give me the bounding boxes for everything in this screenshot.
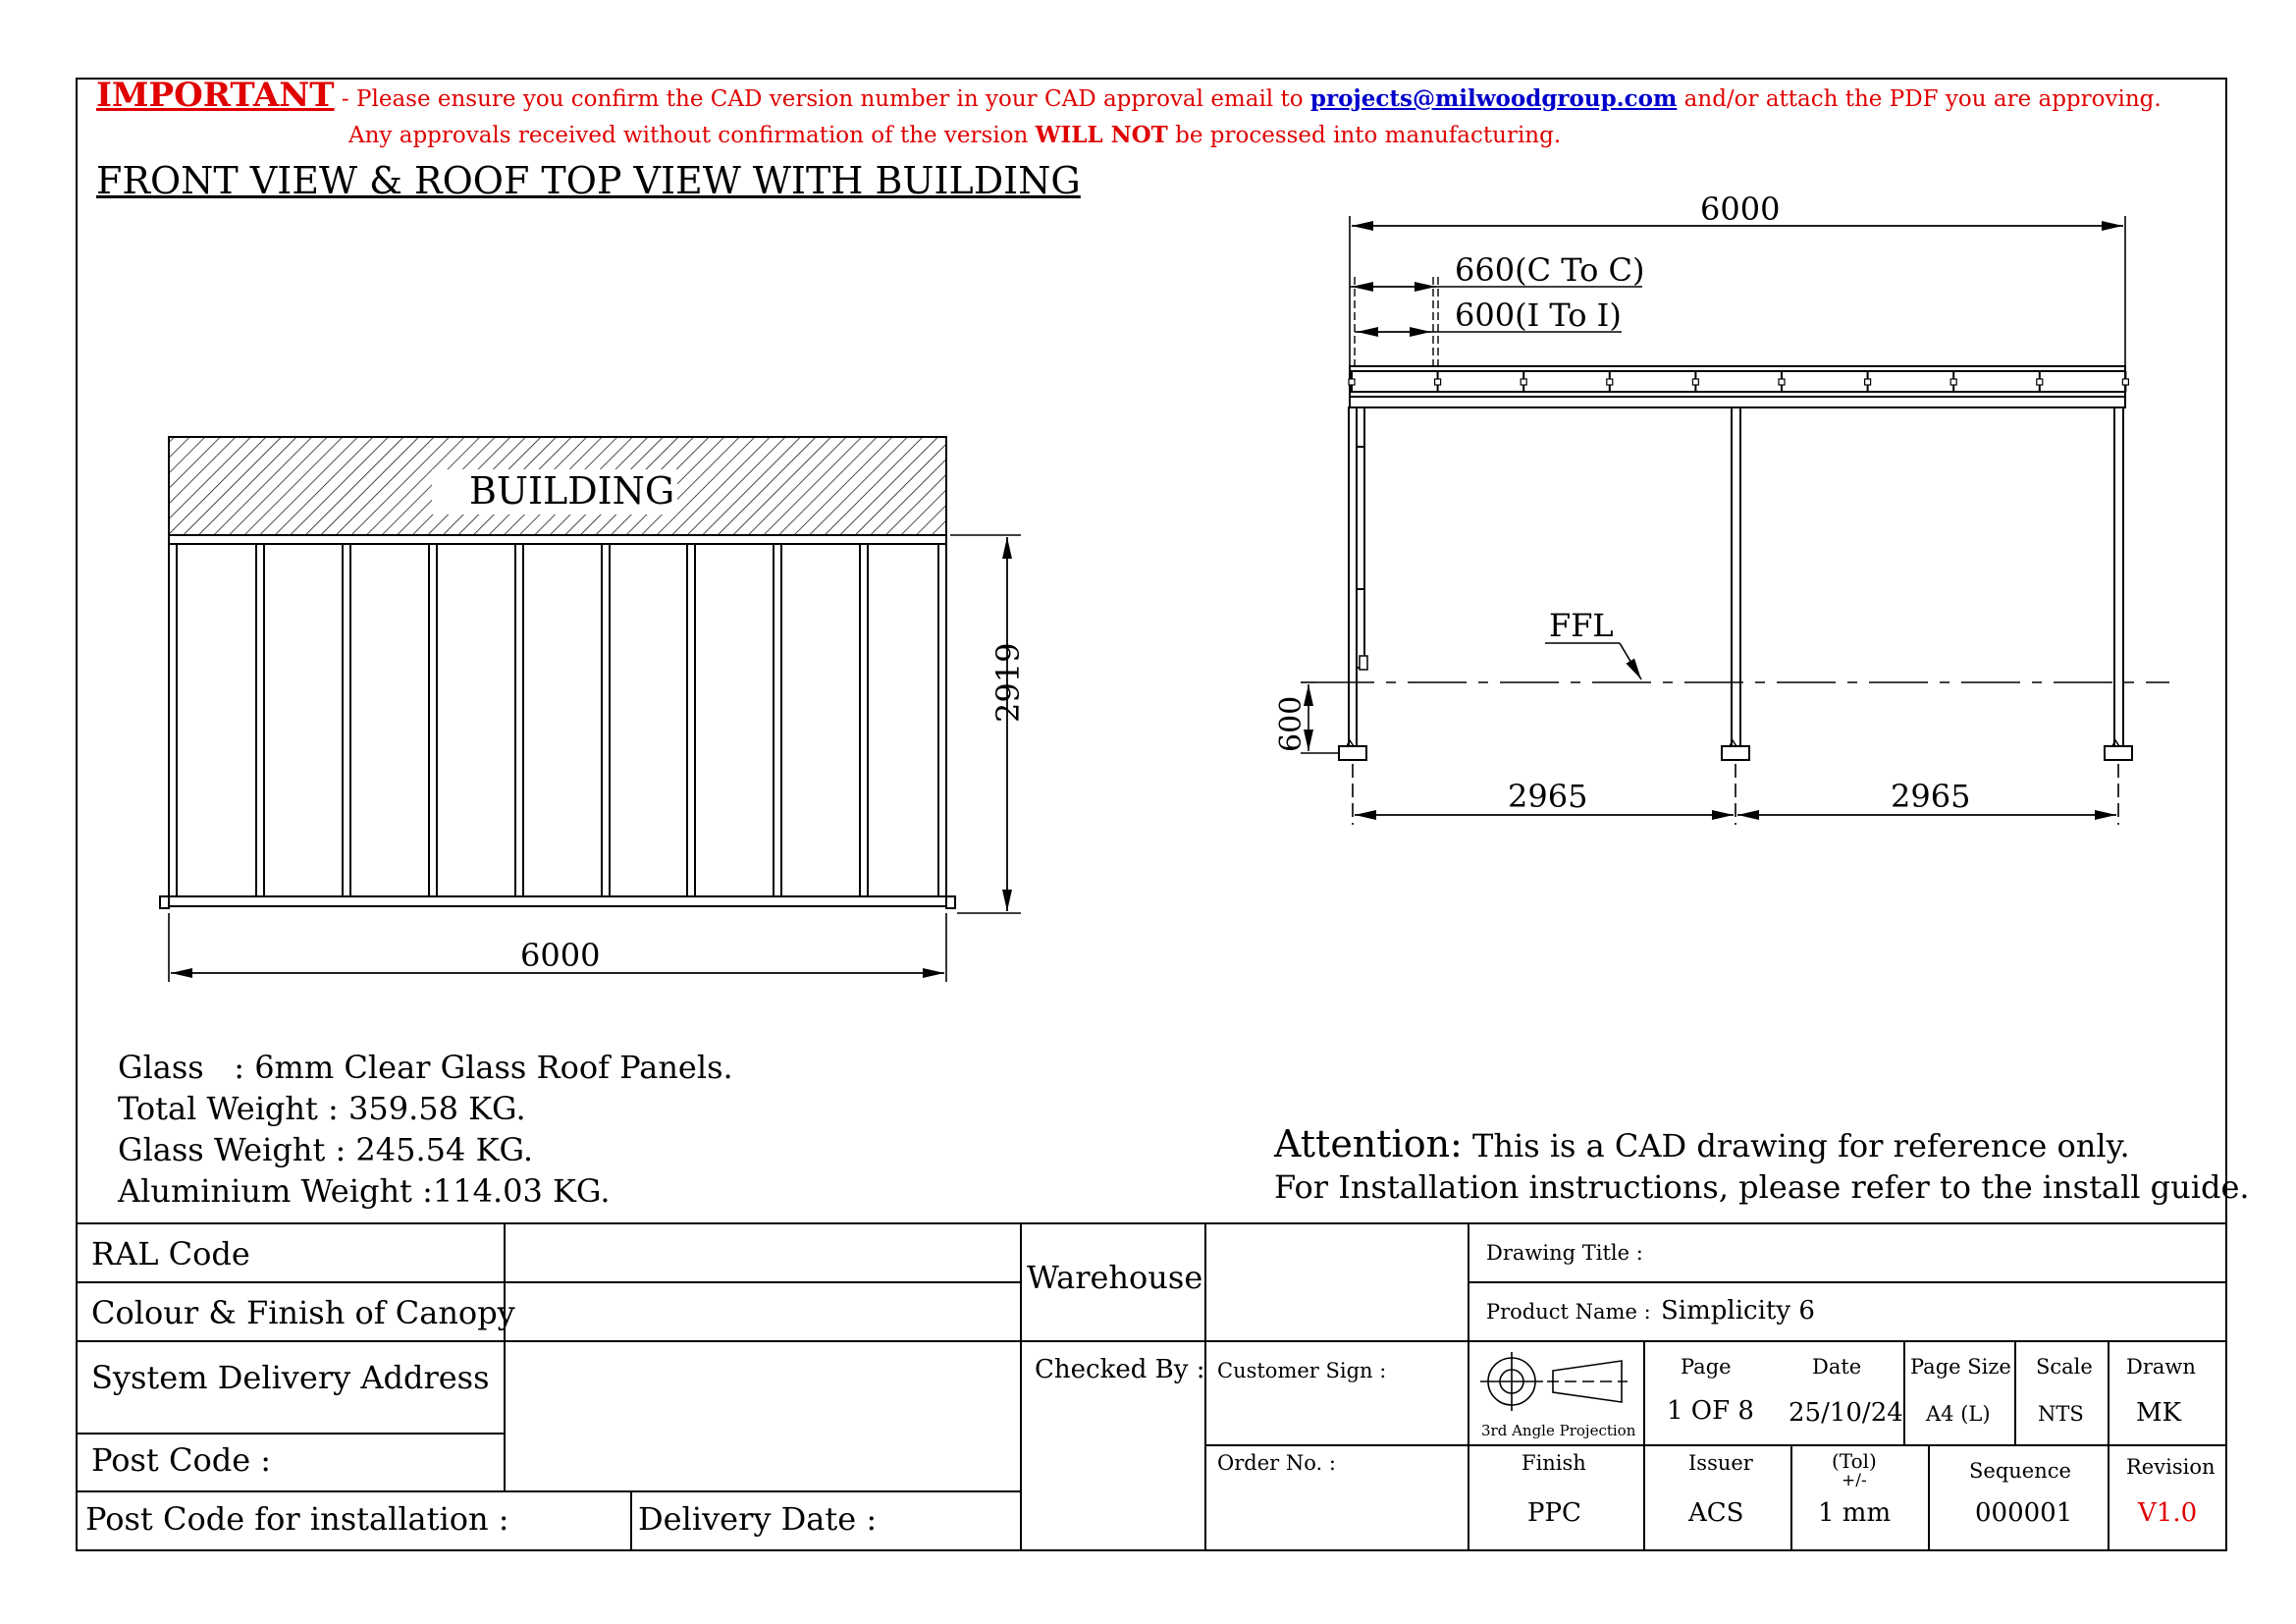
spec-aluminium-weight: Aluminium Weight :114.03 KG. bbox=[118, 1172, 611, 1210]
side-view bbox=[1301, 216, 2169, 825]
glazing-bar-cap-8 bbox=[1950, 379, 1956, 385]
revision-value: V1.0 bbox=[2138, 1498, 2198, 1528]
post-middle bbox=[1732, 407, 1740, 746]
projection-label: 3rd Angle Projection bbox=[1481, 1422, 1636, 1439]
attention-line2: For Installation instructions, please refer to the install guide. bbox=[1274, 1168, 2250, 1206]
front-view bbox=[160, 437, 1021, 982]
post-wall-side bbox=[1349, 407, 1357, 746]
rafter-7 bbox=[687, 544, 695, 896]
approval-notice bbox=[96, 76, 2162, 116]
dim-height-label: 2919 bbox=[989, 642, 1027, 723]
rafter-5 bbox=[515, 544, 523, 896]
ffl-label: FFL bbox=[1549, 607, 1614, 644]
rafter-10 bbox=[938, 544, 946, 896]
delivery-date-label: Delivery Date : bbox=[638, 1500, 878, 1538]
scale-label: Scale bbox=[2036, 1355, 2093, 1379]
dim-width-label: 6000 bbox=[520, 937, 601, 974]
notice-line1-tail: and/or attach the PDF you are approving. bbox=[1683, 86, 2162, 112]
scale-value: NTS bbox=[2038, 1402, 2084, 1426]
tol-sign: +/- bbox=[1842, 1471, 1867, 1490]
glazing-bar-cap-3 bbox=[1521, 379, 1526, 385]
glazing-bar-cap-10 bbox=[2122, 379, 2128, 385]
rafter-1 bbox=[169, 544, 177, 896]
drawn-value: MK bbox=[2136, 1398, 2182, 1428]
dim-overall-label: 6000 bbox=[1700, 190, 1781, 228]
notice-dash: - bbox=[341, 86, 349, 112]
drawn-label: Drawn bbox=[2126, 1355, 2196, 1379]
glazing-bar-cap-2 bbox=[1435, 379, 1441, 385]
dim-span-left-label: 2965 bbox=[1508, 778, 1588, 815]
colour-finish-label: Colour & Finish of Canopy bbox=[91, 1294, 515, 1331]
spec-glass: Glass : 6mm Clear Glass Roof Panels. bbox=[118, 1049, 733, 1086]
view-title: FRONT VIEW & ROOF TOP VIEW WITH BUILDING bbox=[96, 159, 1081, 202]
sequence-value: 000001 bbox=[1975, 1498, 2073, 1528]
ral-code-label: RAL Code bbox=[91, 1235, 250, 1272]
page-label: Page bbox=[1681, 1355, 1732, 1379]
spec-total-weight: Total Weight : 359.58 KG. bbox=[118, 1090, 526, 1127]
rafter-4 bbox=[429, 544, 437, 896]
rafter-9 bbox=[860, 544, 868, 896]
page-value: 1 OF 8 bbox=[1667, 1396, 1754, 1426]
delivery-address-label: System Delivery Address bbox=[91, 1359, 490, 1396]
attention-line1: This is a CAD drawing for reference only. bbox=[1472, 1127, 2130, 1164]
notice-line2-text: Any approvals received without confirmation of the version bbox=[348, 123, 1029, 148]
post-code-install-label: Post Code for installation : bbox=[85, 1500, 509, 1538]
top-rail bbox=[169, 535, 946, 544]
glazing-bar-cap-6 bbox=[1779, 379, 1785, 385]
glazing-bar-cap-4 bbox=[1607, 379, 1613, 385]
rafter-3 bbox=[343, 544, 350, 896]
notice-line2 bbox=[348, 122, 1561, 148]
rafter-8 bbox=[774, 544, 781, 896]
issuer-value: ACS bbox=[1688, 1498, 1744, 1528]
issuer-label: Issuer bbox=[1688, 1451, 1753, 1475]
glazing-bar-cap-1 bbox=[1349, 379, 1355, 385]
attention-label: Attention: bbox=[1274, 1122, 1463, 1165]
date-label: Date bbox=[1812, 1355, 1862, 1379]
notice-line2-bold: WILL NOT bbox=[1035, 122, 1168, 148]
dim-i-to-i-label: 600(I To I) bbox=[1455, 297, 1622, 334]
dim-600-label: 600 bbox=[1274, 695, 1308, 752]
finish-label: Finish bbox=[1522, 1451, 1586, 1475]
bottom-rail bbox=[169, 896, 946, 906]
specifications bbox=[118, 1047, 733, 1212]
post-code-label: Post Code : bbox=[91, 1441, 272, 1479]
important-label: IMPORTANT bbox=[96, 76, 335, 115]
product-name-value: Simplicity 6 bbox=[1661, 1296, 1815, 1326]
attention-note bbox=[1274, 1123, 2250, 1208]
email-link[interactable]: projects@milwoodgroup.com bbox=[1309, 85, 1678, 112]
roof-beam bbox=[1350, 397, 2125, 407]
page-size-label: Page Size bbox=[1910, 1355, 2011, 1379]
third-angle-projection-symbol bbox=[1480, 1352, 1628, 1411]
building-label: BUILDING bbox=[469, 469, 675, 513]
notice-line2-tail: be processed into manufacturing. bbox=[1175, 123, 1562, 148]
rafter-2 bbox=[256, 544, 264, 896]
sequence-label: Sequence bbox=[1969, 1459, 2071, 1483]
date-value: 25/10/24 bbox=[1789, 1398, 1903, 1428]
tol-label: (Tol) bbox=[1832, 1449, 1877, 1473]
post-end bbox=[2114, 407, 2123, 746]
spec-glass-weight: Glass Weight : 245.54 KG. bbox=[118, 1131, 534, 1168]
glazing-bar-cap-5 bbox=[1692, 379, 1698, 385]
finish-value: PPC bbox=[1527, 1498, 1581, 1528]
glazing-bar-cap-9 bbox=[2037, 379, 2043, 385]
checked-by-label: Checked By : bbox=[1035, 1355, 1205, 1384]
notice-line1-text: Please ensure you confirm the CAD version number in your CAD approval email to bbox=[356, 86, 1304, 112]
drawing-title-label: Drawing Title : bbox=[1486, 1241, 1643, 1265]
dim-c-to-c-label: 660(C To C) bbox=[1455, 251, 1645, 289]
page-size-value: A4 (L) bbox=[1926, 1402, 1991, 1426]
revision-label: Revision bbox=[2126, 1455, 2216, 1479]
rafters bbox=[169, 544, 946, 896]
warehouse-label: Warehouse bbox=[1027, 1259, 1203, 1296]
glazing-bar-cap-7 bbox=[1865, 379, 1871, 385]
product-name-label: Product Name : bbox=[1486, 1300, 1651, 1324]
tol-value: 1 mm bbox=[1818, 1498, 1892, 1528]
order-no-label: Order No. : bbox=[1217, 1451, 1336, 1475]
rafter-6 bbox=[602, 544, 610, 896]
customer-sign-label: Customer Sign : bbox=[1217, 1359, 1387, 1382]
dim-span-right-label: 2965 bbox=[1891, 778, 1971, 815]
